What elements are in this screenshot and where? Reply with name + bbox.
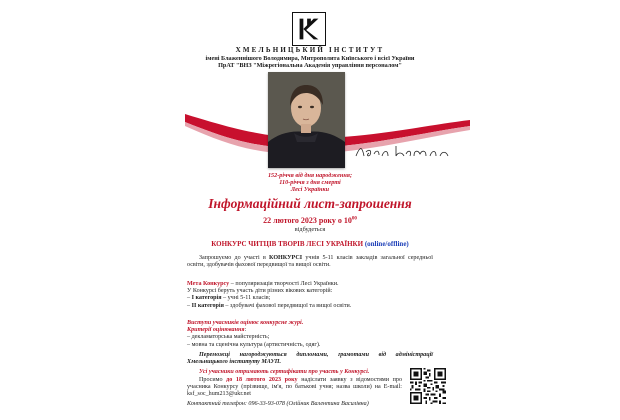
- category-1: – І категорія – учні 5-11 класів;: [187, 295, 271, 302]
- category-2: – ІІ категорія – здобувачі фахової передвищої та вищої освіти.: [187, 302, 352, 309]
- qr-code[interactable]: [410, 368, 446, 404]
- intro-bold: КОНКУРСІ: [269, 255, 303, 261]
- anniversary-line-3: Лесі Українки: [290, 186, 330, 193]
- anniversary-line-2: 110-річчя з дня смерті: [279, 179, 341, 186]
- institute-subtitle: імені Блаженнішого Володимира, Митрополита Київського і всієї України: [205, 54, 415, 62]
- institute-header: [160, 47, 460, 70]
- apply-after: надіслати заявку з відомостями про учасника Конкурсу (прізвище, ім'я, по батькові учня; назва школи) на E-mail: ksf_soc_hum213@ukr.net: [187, 377, 403, 398]
- jury-line: Виступи учасників оцінює конкурсне журі.: [187, 320, 304, 326]
- page-title: Інформаційний лист-запрошення: [208, 196, 412, 211]
- event-date: [200, 216, 420, 225]
- contest-name: КОНКУРС ЧИТЦІВ ТВОРІВ ЛЕСІ УКРАЇНКИ: [211, 240, 364, 248]
- anniversary-note: [230, 172, 390, 193]
- contact-label: Контактний телефон:: [187, 401, 247, 407]
- anniversary-line-1: 152-річчя від дня народження;: [267, 172, 353, 179]
- criterion-2: – мовна та сценічна культура (артистичність, одяг).: [187, 341, 321, 348]
- institute-logo: [292, 12, 326, 46]
- event-note: відбудеться: [294, 226, 326, 233]
- certificate-text: Усі учасники отримають сертифікати про участь у Конкурсі.: [199, 369, 370, 375]
- category-2-label: ІІ категорія: [191, 302, 224, 309]
- criterion-1: – декламаторська майстерність;: [187, 334, 270, 341]
- intro-text-before: Запрошуємо до участі в: [199, 255, 270, 261]
- criteria-label: Критерії оцінювання: [187, 327, 245, 334]
- signature-image: [352, 140, 452, 162]
- apply-deadline: до 18 лютого 2023 року: [226, 377, 298, 383]
- intro-paragraph: [187, 255, 433, 269]
- lesya-ukrainka-portrait: [268, 72, 345, 168]
- category-1-label: І категорія: [191, 295, 222, 302]
- jury-section: [187, 320, 433, 349]
- goal-text: – популяризація творчості Лесі Українки.: [229, 281, 339, 287]
- category-1-text: – учні 5-11 класів;: [221, 295, 271, 302]
- event-date-minutes: 00: [351, 216, 357, 222]
- contact-value: 096-33-93-078 (Олійник Валентина Василівна): [246, 401, 369, 407]
- contest-heading: [140, 240, 480, 248]
- apply-before: Просимо: [199, 377, 227, 383]
- goal-label: Мета Конкурсу: [187, 281, 230, 287]
- goal-section: [187, 281, 433, 310]
- categories-intro: У Конкурсі беруть участь діти різних вікових категорій:: [187, 288, 333, 295]
- contact-line: [187, 401, 402, 408]
- event-date-main: 22 лютого 2023 року о 10: [263, 216, 352, 225]
- reward-paragraph: Переможці нагороджуються дипломами, грамотами від адміністрації Хмельницького інституту МАУП.: [187, 352, 433, 366]
- contest-format: (online/offline): [364, 240, 409, 248]
- institute-name: ХМЕЛЬНИЦЬКИЙ ІНСТИТУТ: [235, 46, 385, 54]
- certificate-paragraph: [187, 369, 433, 376]
- intro-text-after: учнів 5-11 класів закладів загальної середньої освіти, здобувачів фахової передвищої та вищої освіти.: [187, 255, 433, 269]
- criteria-colon: :: [244, 327, 247, 334]
- category-2-text: – здобувачі фахової передвищої та вищої освіти.: [223, 302, 352, 309]
- application-paragraph: [187, 377, 402, 399]
- academy-name: ПрАТ "ВНЗ "Міжрегіональна Академія управління персоналом": [218, 62, 402, 70]
